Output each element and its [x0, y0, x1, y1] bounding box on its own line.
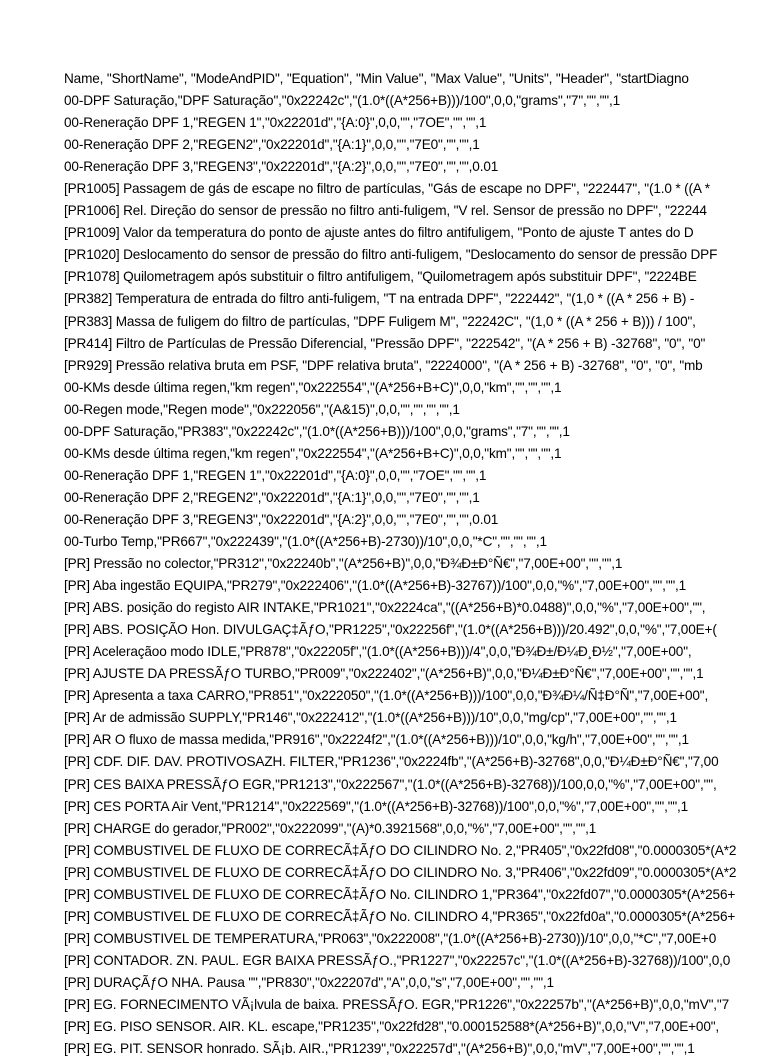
- document-line: 00-Turbo Temp,"PR667","0x222439","(1.0*((A*256+B)-2730))/10",0,0,"*C","","","",1: [64, 533, 547, 549]
- document-line: [PR] EG. PIT. SENSOR honrado. SÃ¡b. AIR.,"PR1239","0x22257d","(A*256+B)",0,0,"mV","7,00E+00","","",1: [64, 1041, 695, 1057]
- document-line: [PR] Aba ingestão EQUIPA,"PR279","0x222406","(1.0*((A*256+B)-32767))/100",0,0,"%","7,00E+00","","",1: [64, 578, 687, 594]
- document-line: [PR] COMBUSTIVEL DE FLUXO DE CORRECÃ‡ÃƒO No. CILINDRO 4,"PR365","0x22fd0a","0.0000305*(A*256+: [64, 908, 736, 924]
- document-line: [PR] ABS. posição do registo AIR INTAKE,"PR1021","0x2224ca","((A*256+B)*0.0488)",0,0,"%","7,00E+00","",: [64, 600, 706, 616]
- document-line: 00-DPF Saturação,"DPF Saturação","0x22242c","(1.0*((A*256+B)))/100",0,0,"grams","7","","",1: [64, 93, 621, 109]
- document-line: [PR1006] Rel. Direção do sensor de pressão no filtro anti-fuligem, "V rel. Sensor de pressão no DPF", "22244: [64, 203, 707, 219]
- document-line: [PR] CES PORTA Air Vent,"PR1214","0x222569","(1.0*((A*256+B)-32768))/100",0,0,"%","7,00E+00","","",1: [64, 798, 689, 814]
- document-line: [PR414] Filtro de Partículas de Pressão Diferencial, "Pressão DPF", "222542", "(A * 256 + B) -32768", "0", "0": [64, 335, 706, 351]
- document-line: [PR] CONTADOR. ZN. PAUL. EGR BAIXA PRESSÃƒO.,"PR1227","0x22257c","(1.0*((A*256+B)-32768))/100",0,0: [64, 952, 731, 968]
- document-line: [PR] Apresenta a taxa CARRO,"PR851","0x222050","(1.0*((A*256+B)))/100",0,0,"Ð¾Ð¼/Ñ‡Ð°Ñ","7,00E+00",: [64, 688, 709, 704]
- document-line: 00-Reneração DPF 2,"REGEN2","0x22201d","{A:1}",0,0,"","7E0","","",1: [64, 489, 480, 505]
- document-line: Name, "ShortName", "ModeAndPID", "Equation", "Min Value", "Max Value", "Units", "Header", "startDiagno: [64, 71, 689, 86]
- document-line: [PR] EG. FORNECIMENTO VÃ¡lvula de baixa. PRESSÃƒO. EGR,"PR1226","0x22257b","(A*256+B)",0,0,"mV","7: [64, 996, 730, 1012]
- document-line: [PR] DURAÇÃƒO NHA. Pausa "","PR830","0x22207d","A",0,0,"s","7,00E+00","","",1: [64, 974, 554, 990]
- document-line: [PR] Pressão no colector,"PR312","0x22240b","(A*256+B)",0,0,"Ð¾Ð±Ð°Ñ€","7,00E+00","","",1: [64, 556, 623, 572]
- document-line: 00-KMs desde última regen,"km regen","0x222554","(A*256+B+C)",0,0,"km","","","",1: [64, 379, 562, 395]
- document-text-body: [64, 68, 768, 1060]
- document-line: [PR] AR O fluxo de massa medida,"PR916","0x2224f2","(1.0*((A*256+B)))/10",0,0,"kg/h","7,00E+00","","",1: [64, 732, 689, 748]
- document-line: 00-KMs desde última regen,"km regen","0x222554","(A*256+B+C)",0,0,"km","","","",1: [64, 445, 562, 461]
- document-line: [PR] AJUSTE DA PRESSÃƒO TURBO,"PR009","0x222402","(A*256+B)",0,0,"Ð¼Ð±Ð°Ñ€","7,00E+00","","",1: [64, 666, 704, 682]
- document-line: [PR382] Temperatura de entrada do filtro anti-fuligem, "T na entrada DPF", "222442", "(1,0 * ((A * 256 + B) -: [64, 291, 695, 307]
- document-line: [PR] COMBUSTIVEL DE TEMPERATURA,"PR063","0x222008","(1.0*((A*256+B)-2730))/10",0,0,"*C","7,00E+0: [64, 930, 717, 946]
- document-line: 00-Reneração DPF 3,"REGEN3","0x22201d","{A:2}",0,0,"","7E0","","",0.01: [64, 511, 499, 527]
- document-line: 00-DPF Saturação,"PR383","0x22242c","(1.0*((A*256+B)))/100",0,0,"grams","7","","",1: [64, 423, 570, 439]
- document-line: [PR] Aceleraçãoo modo IDLE,"PR878","0x22205f","(1.0*((A*256+B)))/4",0,0,"Ð¾Ð±/Ð¼Ð¸Ð½","7,00E+00",: [64, 644, 692, 660]
- document-line: [PR1020] Deslocamento do sensor de pressão do filtro anti-fuligem, "Deslocamento do sensor de pressão DPF: [64, 247, 718, 263]
- document-line: [PR929] Pressão relativa bruta em PSF, "DPF relativa bruta", "2224000", "(A * 256 + B) -32768", "0", "0", "mb: [64, 357, 703, 373]
- document-line: [PR383] Massa de fuligem do filtro de partículas, "DPF Fuligem M", "22242C", "(1,0 * ((A * 256 + B))) / 100",: [64, 313, 696, 329]
- document-line: [PR] COMBUSTIVEL DE FLUXO DE CORRECÃ‡ÃƒO DO CILINDRO No. 3,"PR406","0x22fd09","0.0000305*(A*2: [64, 864, 737, 880]
- document-line: 00-Reneração DPF 2,"REGEN2","0x22201d","{A:1}",0,0,"","7E0","","",1: [64, 137, 480, 153]
- document-line: [PR1005] Passagem de gás de escape no filtro de partículas, "Gás de escape no DPF", "222447", "(1.0 * ((A *: [64, 181, 710, 197]
- document-line: 00-Reneração DPF 3,"REGEN3","0x22201d","{A:2}",0,0,"","7E0","","",0.01: [64, 159, 499, 175]
- document-line: [PR] ABS. POSIÇÃO Hon. DIVULGAÇ‡ÃƒO,"PR1225","0x22256f","(1.0*((A*256+B)))/20.492",0,0,"%","7,00E+(: [64, 622, 717, 638]
- document-line: [PR] Ar de admissão SUPPLY,"PR146","0x222412","(1.0*((A*256+B)))/10",0,0,"mg/cp","7,00E+00","","",1: [64, 710, 677, 726]
- document-line: [PR1078] Quilometragem após substituir o filtro antifuligem, "Quilometragem após substituir DPF", "2224BE: [64, 269, 697, 285]
- document-line: [PR] COMBUSTIVEL DE FLUXO DE CORRECÃ‡ÃƒO No. CILINDRO 1,"PR364","0x22fd07","0.0000305*(A*256+: [64, 886, 736, 902]
- document-line: [PR1009] Valor da temperatura do ponto de ajuste antes do filtro antifuligem, "Ponto de ajuste T antes do D: [64, 225, 694, 241]
- document-line: [PR] CHARGE do gerador,"PR002","0x222099","(A)*0.3921568",0,0,"%","7,00E+00","","",1: [64, 820, 597, 836]
- document-line: 00-Reneração DPF 1,"REGEN 1","0x22201d","{A:0}",0,0,"","7OE","","",1: [64, 115, 487, 131]
- document-line: 00-Reneração DPF 1,"REGEN 1","0x22201d","{A:0}",0,0,"","7OE","","",1: [64, 467, 487, 483]
- document-line: [PR] COMBUSTIVEL DE FLUXO DE CORRECÃ‡ÃƒO DO CILINDRO No. 2,"PR405","0x22fd08","0.0000305*(A*2: [64, 842, 737, 858]
- document-line: [PR] CDF. DIF. DAV. PROTIVOSAZH. FILTER,"PR1236","0x2224fb","(A*256+B)-32768",0,0,"Ð¼Ð±Ð°Ñ€","7,00: [64, 754, 719, 770]
- document-line: [PR] EG. PISO SENSOR. AIR. KL. escape,"PR1235","0x22fd28","0.000152588*(A*256+B)",0,0,"V","7,00E+00",: [64, 1019, 720, 1035]
- document-line: 00-Regen mode,"Regen mode","0x222056","(A&15)",0,0,"","","","",1: [64, 401, 460, 417]
- document-line: [PR] CES BAIXA PRESSÃƒO EGR,"PR1213","0x222567","(1.0*((A*256+B)-32768))/100,0,0,"%","7,00E+00","",: [64, 776, 717, 792]
